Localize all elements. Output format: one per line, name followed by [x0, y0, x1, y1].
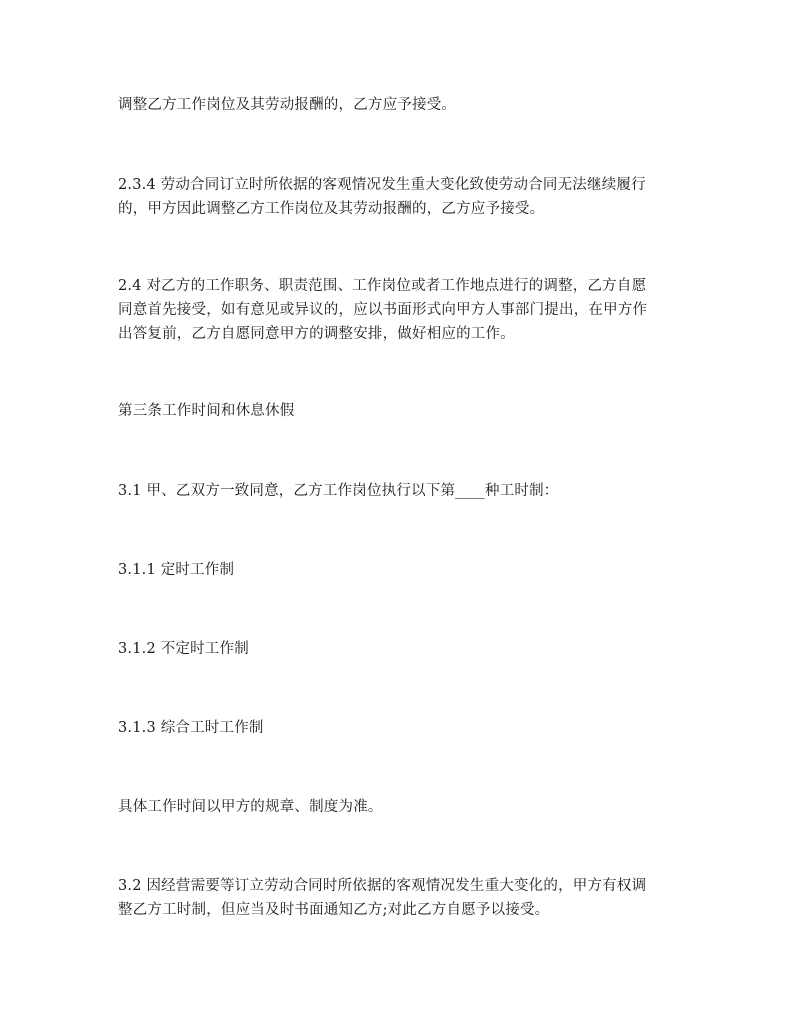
- paragraph-2-4: [118, 274, 683, 346]
- text-line: 3.1.1 定时工作制: [118, 562, 235, 578]
- text-line: 整乙方工时制，但应当及时书面通知乙方;对此乙方自愿予以接受。: [118, 902, 550, 918]
- text-line: 2.4 对乙方的工作职务、职责范围、工作岗位或者工作地点进行的调整，乙方自愿: [118, 278, 647, 294]
- paragraph-3-1-1: [118, 558, 683, 582]
- text-line: 2.3.4 劳动合同订立时所依据的客观情况发生重大变化致使劳动合同无法继续履行: [118, 177, 646, 193]
- paragraph-2-3-4: [118, 173, 683, 221]
- paragraph-3-1-3: [118, 716, 683, 740]
- text-line: 3.1.3 综合工时工作制: [118, 720, 264, 736]
- text-line: 3.1 甲、乙双方一致同意，乙方工作岗位执行以下第____种工时制：: [118, 483, 559, 499]
- paragraph-2-3-3-continuation: [118, 93, 683, 117]
- text-line: 同意首先接受，如有意见或异议的，应以书面形式向甲方人事部门提出，在甲方作: [118, 302, 648, 318]
- text-line: 具体工作时间以甲方的规章、制度为准。: [118, 799, 383, 815]
- paragraph-3-1-2: [118, 637, 683, 661]
- text-line: 调整乙方工作岗位及其劳动报酬的，乙方应予接受。: [118, 97, 457, 113]
- text-line: 出答复前，乙方自愿同意甲方的调整安排，做好相应的工作。: [118, 326, 515, 342]
- paragraph-3-2: [118, 874, 683, 922]
- text-line: 3.1.2 不定时工作制: [118, 641, 249, 657]
- text-line: 3.2 因经营需要等订立劳动合同时所依据的客观情况发生重大变化的，甲方有权调: [118, 878, 647, 894]
- text-line: 第三条工作时间和休息休假: [118, 403, 295, 419]
- text-line: 的，甲方因此调整乙方工作岗位及其劳动报酬的，乙方应予接受。: [118, 201, 545, 217]
- paragraph-3-1: [118, 479, 683, 503]
- paragraph-working-hours-note: [118, 795, 683, 819]
- section-heading-article-3: [118, 399, 683, 423]
